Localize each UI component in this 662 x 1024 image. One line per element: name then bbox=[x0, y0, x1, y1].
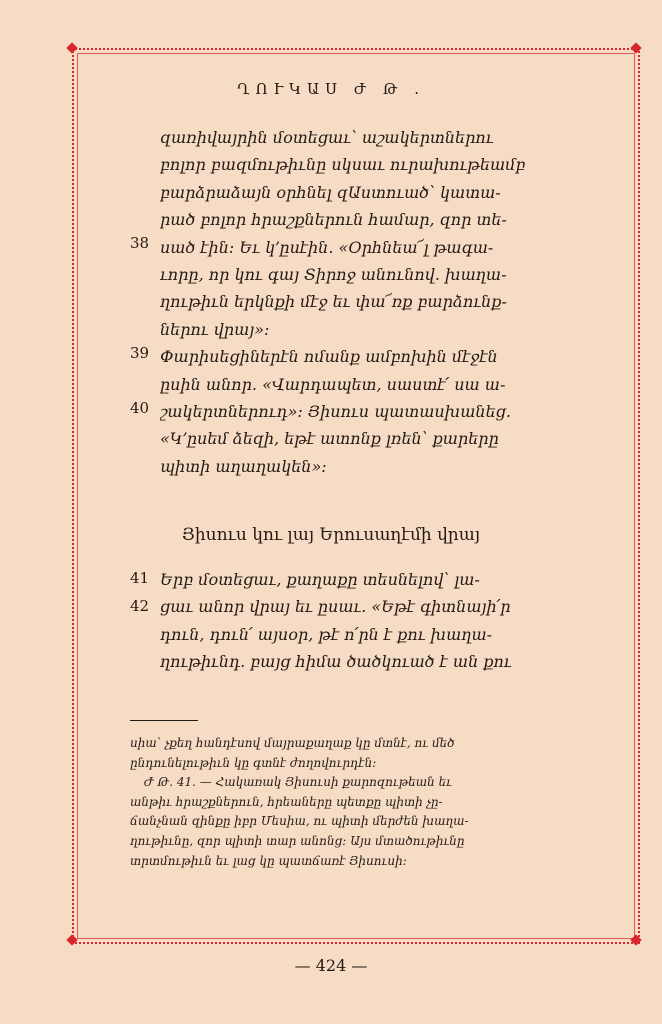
text-line: շակերտներուդ»։ Յիսուս պատասխանեց. bbox=[160, 401, 511, 421]
text-line: պիտի աղաղակեն»։ bbox=[160, 456, 327, 476]
text-line: Փարիսեցիներէն ոմանք ամբոխին մէջէն bbox=[160, 347, 498, 367]
verse-number: 40 bbox=[130, 399, 150, 417]
verse-number: 41 bbox=[130, 569, 150, 587]
text-line: դուն, դուն՛ այսօր, թէ ո՛րն է քու խաղա- bbox=[160, 624, 493, 644]
text-line: րած բոլոր հրաշքներուն համար, զոր տե- bbox=[160, 210, 507, 230]
text-line: բարձրաձայն օրհնել զԱստուած՝ կատա- bbox=[160, 182, 501, 202]
verse-number: 42 bbox=[130, 597, 150, 615]
footnote-line: ընդունելութիւն կը գտնէ ժողովուրդէն։ bbox=[130, 755, 377, 770]
footnote-line: ճանչնան զինքը իբր Մեսիա, ու պիտի մերժեն խաղա- bbox=[130, 814, 469, 829]
footnote-line: ղութիւնը, զոր պիտի տար անոնց։ Այս մտածութիւնը bbox=[130, 833, 465, 848]
text-line: ղութիւն երկնքի մէջ եւ փա՜ռք բարձունք- bbox=[160, 292, 507, 312]
text-line: ըսին անոր. «Վարդապետ, սաստէ՛ սա ա- bbox=[160, 374, 506, 394]
page-number: — 424 — bbox=[294, 956, 368, 975]
text-line: ցաւ անոր վրայ եւ ըսաւ. «Եթէ գիտնայի՛ր bbox=[160, 597, 511, 617]
footnote-line: տրտմութիւն եւ լաց կը պատճառէ Յիսուսի։ bbox=[130, 853, 407, 868]
passage-text bbox=[160, 124, 590, 480]
text-line: «Կ՚ըսեմ ձեզի, եթէ ատոնք լռեն՝ քարերը bbox=[160, 429, 499, 449]
section-subheading: Յիսուս կու լայ Երուսաղէմի վրայ bbox=[181, 525, 481, 545]
verse-number: 38 bbox=[130, 234, 150, 252]
text-line: բոլոր բազմութիւնը սկսաւ ուրախութեամբ bbox=[160, 155, 526, 175]
text-line: ւորը, որ կու գայ Տիրոջ անունով. խաղա- bbox=[160, 264, 507, 284]
running-title: ՂՈՒԿԱՍ Ժ Թ . bbox=[236, 80, 425, 98]
footnote-line: անթիւ հրաշքներուն, հրեաները պետքը պիտի չը- bbox=[130, 794, 443, 809]
text-line: ղութիւնդ. բայց հիմա ծածկուած է ան քու bbox=[160, 652, 512, 672]
footnote-line: Ժ Թ. 41. — Հակառակ Յիսուսի քարոզութեան եւ bbox=[144, 775, 452, 790]
passage-text bbox=[160, 566, 590, 676]
footnote-line: սիա՝ չքեղ հանդէսով մայրաքաղաք կը մտնէ, ու մեծ bbox=[130, 736, 455, 750]
text-line: զառիվայրին մօտեցաւ՝ աշակերտներու bbox=[160, 128, 494, 147]
text-line: Երբ մօտեցաւ, քաղաքը տեսնելով՝ լա- bbox=[160, 570, 480, 589]
text-line: ներու վրայ»։ bbox=[160, 319, 270, 339]
text-line: սած էին։ Եւ կ՚ըսէին. «Օրհնեա՜լ թագա- bbox=[160, 237, 494, 257]
verse-number: 39 bbox=[130, 344, 150, 362]
footnotes bbox=[130, 734, 600, 871]
footnote-divider bbox=[130, 720, 198, 721]
